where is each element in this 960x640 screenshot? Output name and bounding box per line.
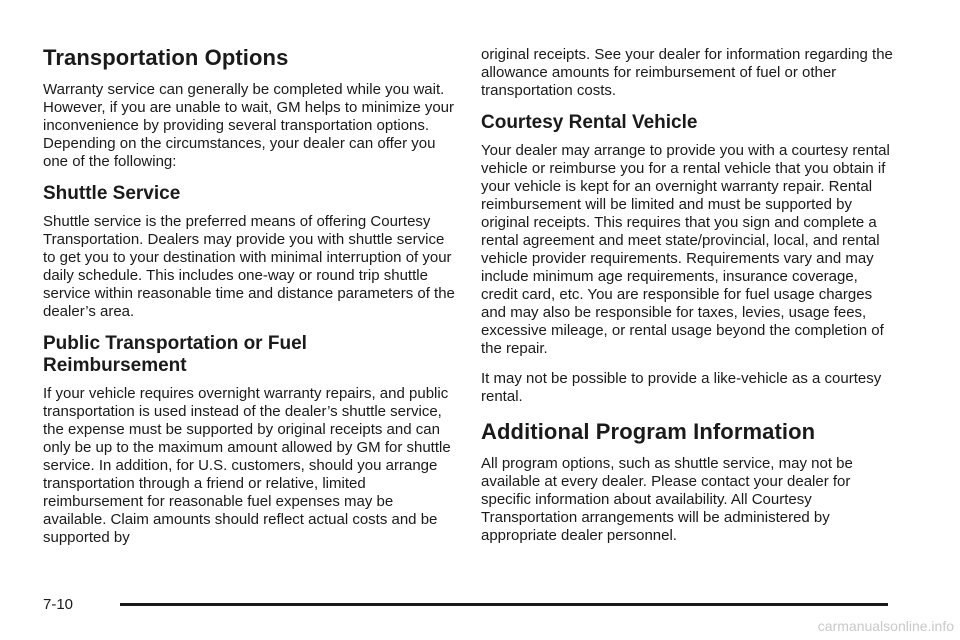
right-column <box>481 46 893 557</box>
public-transportation-paragraph: If your vehicle requires overnight warranty repairs, and public transportation is used instead of the dealer’s shuttle service, the expense must be supported by original receipts and can only be up to the maximum amount allowed by GM for shuttle service. In addition, for U.S. customers, should you arrange transportation through a friend or relative, limited reimbursement for reasonable fuel expenses may be available. Claim amounts should reflect actual costs and be supported by <box>43 385 451 546</box>
additional-program-title: Additional Program Information <box>481 419 816 444</box>
left-column <box>43 44 455 559</box>
continuation-paragraph: original receipts. See your dealer for information regarding the allowance amounts for reimbursement of fuel or other transportation costs. <box>481 46 893 99</box>
page-number: 7-10 <box>43 596 74 613</box>
courtesy-rental-paragraph: Your dealer may arrange to provide you with a courtesy rental vehicle or reimburse you for a rental vehicle that you obtain if your vehicle is kept for an overnight warranty repair. Rental reimbursement will be limited and must be supported by original receipts. This requires that you sign and complete a rental agreement and meet state/provincial, local, and rental vehicle provider requirements. Requirements vary and may include minimum age requirements, insurance coverage, credit card, etc. You are responsible for fuel usage charges and may also be responsible for taxes, levies, usage fees, excessive mileage, or rental usage beyond the completion of the repair. <box>481 142 890 357</box>
public-transportation-heading: Public Transportation or Fuel Reimbursement <box>43 333 307 376</box>
page-title: Transportation Options <box>43 45 289 70</box>
intro-paragraph: Warranty service can generally be completed while you wait. However, if you are unable to wait, GM helps to minimize your inconvenience by providing several transportation options. Depending on the circumstances, your dealer can offer you one of the following: <box>43 81 455 170</box>
shuttle-service-paragraph: Shuttle service is the preferred means of offering Courtesy Transportation. Dealers may provide you with shuttle service to get you to your destination with minimal interruption of your daily schedule. This includes one-way or round trip shuttle service within reasonable time and distance parameters of the dealer’s area. <box>43 213 455 320</box>
additional-program-paragraph: All program options, such as shuttle service, may not be available at every dealer. Please contact your dealer for specific information about availability. All Courtesy Transportation arrangements will be administered by appropriate dealer personnel. <box>481 455 853 544</box>
courtesy-rental-heading: Courtesy Rental Vehicle <box>481 112 698 133</box>
footer-rule <box>120 603 888 606</box>
shuttle-service-heading: Shuttle Service <box>43 183 181 204</box>
page-footer <box>43 596 888 616</box>
watermark: carmanualsonline.info <box>817 618 954 634</box>
courtesy-rental-note: It may not be possible to provide a like-vehicle as a courtesy rental. <box>481 370 882 405</box>
